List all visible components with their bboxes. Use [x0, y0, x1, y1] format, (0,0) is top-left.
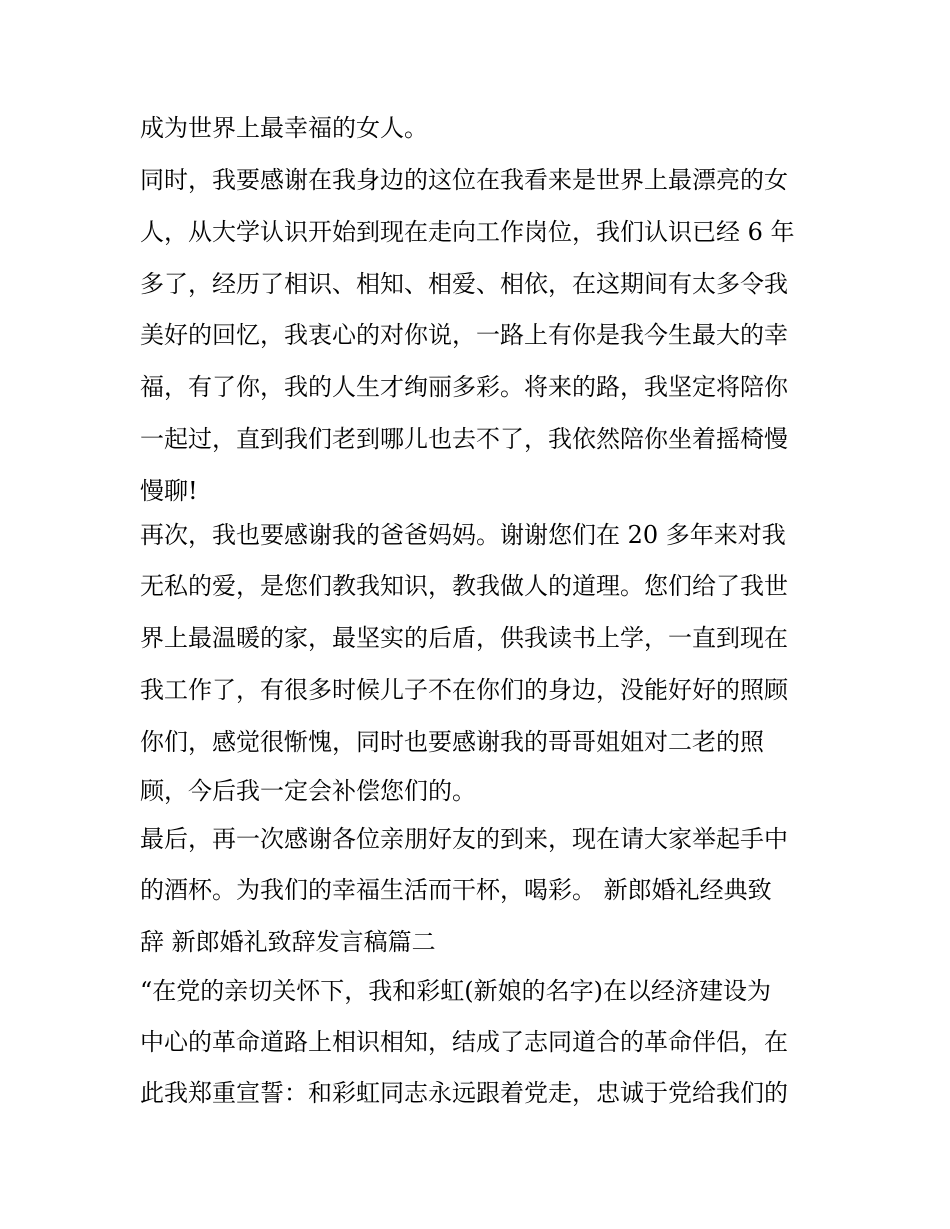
text-line: 界上最温暖的家，最坚实的后盾，供我读书上学，一直到现在 — [140, 624, 788, 652]
text-line: 辞 新郎婚礼致辞发言稿篇二 — [140, 928, 436, 956]
text-line: “在党的亲切关怀下，我和彩虹(新娘的名字)在以经济建设为 — [140, 977, 771, 1005]
text-line: 你们，感觉很惭愧，同时也要感谢我的哥哥姐姐对二老的照 — [140, 728, 764, 756]
text-line: 美好的回忆，我衷心的对你说，一路上有你是我今生最大的幸 — [140, 321, 788, 349]
text-line: 最后，再一次感谢各位亲朋好友的到来，现在请大家举起手中 — [140, 825, 788, 853]
text-line: 顾，今后我一定会补偿您们的。 — [140, 777, 476, 805]
text-line: 无私的爱，是您们教我知识，教我做人的道理。您们给了我世 — [140, 572, 788, 600]
text-line: 同时，我要感谢在我身边的这位在我看来是世界上最漂亮的女 — [140, 166, 788, 194]
text-line: 我工作了，有很多时候儿子不在你们的身边，没能好好的照顾 — [140, 676, 788, 704]
text-line: 多了，经历了相识、相知、相爱、相依，在这期间有太多令我 — [140, 270, 788, 298]
text-line: 的酒杯。为我们的幸福生活而干杯，喝彩。 新郎婚礼经典致 — [140, 876, 772, 904]
text-line: 再次，我也要感谢我的爸爸妈妈。谢谢您们在 20 多年来对我 — [140, 521, 786, 549]
text-line: 福，有了你，我的人生才绚丽多彩。将来的路，我坚定将陪你 — [140, 373, 788, 401]
text-line: 中心的革命道路上相识相知，结成了志同道合的革命伴侣，在 — [140, 1028, 788, 1056]
text-line: 一起过，直到我们老到哪儿也去不了，我依然陪你坐着摇椅慢 — [140, 425, 788, 453]
text-line: 慢聊! — [140, 477, 198, 505]
text-line: 人，从大学认识开始到现在走向工作岗位，我们认识已经 6 年 — [140, 218, 795, 246]
text-line: 此我郑重宣誓：和彩虹同志永远跟着党走，忠诚于党给我们的 — [140, 1079, 788, 1107]
text-line: 成为世界上最幸福的女人。 — [140, 114, 428, 142]
